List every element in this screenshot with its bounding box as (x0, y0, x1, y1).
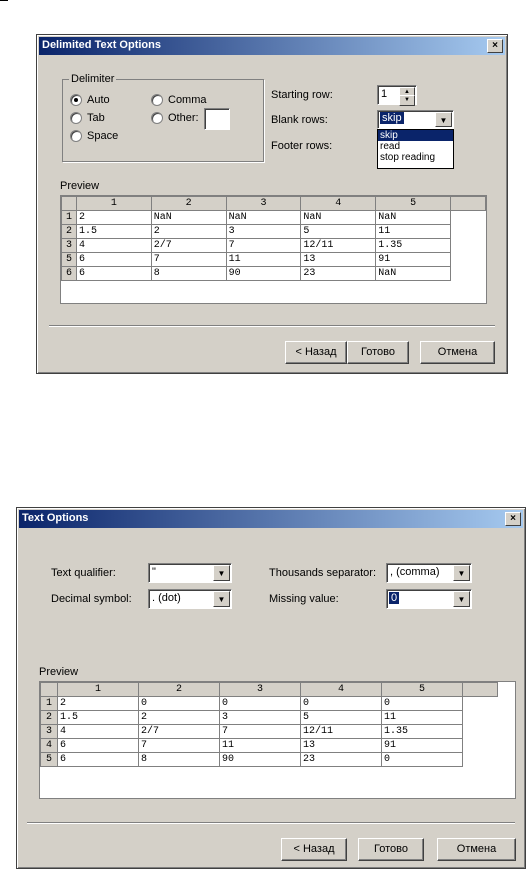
table-row (41, 739, 498, 753)
radio-comma[interactable] (151, 94, 207, 106)
table-cell: 91 (376, 253, 451, 267)
table-cell: 90 (220, 753, 301, 767)
table-cell: 5 (301, 225, 376, 239)
row-header: 6 (62, 267, 77, 281)
column-header[interactable]: 2 (151, 197, 226, 211)
table-row (41, 697, 498, 711)
radio-tab[interactable] (70, 112, 105, 124)
preview-label: Preview (39, 666, 79, 678)
finish-button[interactable]: Готово (347, 341, 409, 364)
blank-rows-dropdown (377, 129, 454, 169)
column-header[interactable]: 4 (301, 197, 376, 211)
column-header[interactable]: 1 (58, 683, 139, 697)
spin-down-button[interactable]: ▼ (399, 95, 415, 106)
table-cell: 13 (301, 253, 376, 267)
close-button[interactable]: × (487, 39, 503, 53)
table-cell: 1.35 (376, 239, 451, 253)
blank-rows-label: Blank rows: (271, 114, 328, 126)
table-row (41, 753, 498, 767)
radio-space[interactable] (70, 130, 118, 142)
blank-rows-value: skip (382, 112, 402, 124)
chevron-down-icon[interactable]: ▼ (453, 591, 470, 607)
finish-button[interactable]: Готово (358, 838, 424, 861)
table-cell: 91 (382, 739, 463, 753)
table-cell: 11 (226, 253, 301, 267)
table-cell: NaN (376, 267, 451, 281)
table-cell: 8 (139, 753, 220, 767)
back-button[interactable]: < Назад (285, 341, 347, 364)
column-header[interactable]: 5 (382, 683, 463, 697)
missing-value-value: 0 (391, 592, 398, 604)
table-cell: 0 (139, 697, 220, 711)
table-row (62, 225, 486, 239)
table-cell: 2 (139, 711, 220, 725)
table-cell: 2 (151, 225, 226, 239)
table-cell: NaN (226, 211, 301, 225)
spin-up-button[interactable]: ▲ (399, 87, 415, 98)
table-cell: 4 (76, 239, 151, 253)
radio-other-dot (151, 112, 163, 124)
text-qualifier-value: " (152, 566, 156, 578)
back-button[interactable]: < Назад (281, 838, 347, 861)
starting-row-spinner[interactable] (377, 85, 417, 105)
thousands-separator-select[interactable] (386, 563, 472, 583)
row-header: 5 (62, 253, 77, 267)
preview-table (40, 682, 498, 767)
decimal-symbol-label: Decimal symbol: (51, 593, 132, 605)
table-cell: 7 (139, 739, 220, 753)
table-cell: 1.5 (76, 225, 151, 239)
column-header[interactable]: 3 (220, 683, 301, 697)
corner-mark (0, 0, 8, 1)
preview-label: Preview (60, 180, 100, 192)
title-bar (39, 37, 505, 55)
header-row (62, 197, 486, 211)
table-row (62, 267, 486, 281)
table-cell: 4 (58, 725, 139, 739)
row-header: 2 (41, 711, 58, 725)
radio-other[interactable] (151, 112, 199, 124)
radio-other-label: Other: (168, 112, 199, 124)
column-header[interactable]: 3 (226, 197, 301, 211)
table-cell: NaN (376, 211, 451, 225)
separator (49, 325, 495, 327)
chevron-down-icon[interactable]: ▼ (213, 565, 230, 581)
dropdown-option-skip[interactable]: skip (378, 130, 453, 141)
column-header[interactable]: 5 (376, 197, 451, 211)
chevron-down-icon[interactable]: ▼ (435, 112, 452, 127)
table-row (62, 239, 486, 253)
table-cell: 12/11 (301, 239, 376, 253)
table-cell: 7 (151, 253, 226, 267)
starting-row-label: Starting row: (271, 89, 333, 101)
table-cell: 3 (220, 711, 301, 725)
row-header: 3 (62, 239, 77, 253)
table-cell: 0 (220, 697, 301, 711)
grid-corner (41, 683, 58, 697)
table-cell: 1.5 (58, 711, 139, 725)
row-header: 5 (41, 753, 58, 767)
preview-table (61, 196, 486, 281)
radio-auto-dot (70, 94, 82, 106)
text-qualifier-select[interactable] (148, 563, 232, 583)
row-header: 3 (41, 725, 58, 739)
preview-grid[interactable] (39, 681, 516, 799)
close-button[interactable]: × (505, 512, 521, 526)
table-cell: 23 (301, 753, 382, 767)
row-header: 1 (62, 211, 77, 225)
column-header-empty (463, 683, 498, 697)
blank-rows-select[interactable] (377, 110, 454, 129)
table-cell: 23 (301, 267, 376, 281)
footer-rows-label: Footer rows: (271, 140, 333, 152)
text-options-dialog (16, 507, 526, 869)
cancel-button[interactable]: Отмена (437, 838, 516, 861)
radio-tab-dot (70, 112, 82, 124)
table-cell: 11 (376, 225, 451, 239)
column-header[interactable]: 1 (76, 197, 151, 211)
dropdown-option-read[interactable]: read (380, 141, 401, 152)
table-cell: 2 (76, 211, 151, 225)
missing-value-select[interactable] (386, 589, 472, 609)
table-cell: 8 (151, 267, 226, 281)
table-cell: 6 (58, 753, 139, 767)
table-cell: 12/11 (301, 725, 382, 739)
delimited-text-options-dialog (36, 34, 508, 374)
table-cell: 2/7 (151, 239, 226, 253)
decimal-symbol-select[interactable] (148, 589, 232, 609)
radio-tab-label: Tab (87, 112, 105, 124)
table-cell: 7 (226, 239, 301, 253)
thousands-separator-label: Thousands separator: (269, 567, 377, 579)
preview-grid[interactable] (60, 195, 487, 304)
separator (27, 822, 515, 824)
dropdown-option-stop-reading[interactable]: stop reading (380, 152, 436, 163)
dialog-title: Text Options (22, 512, 89, 524)
row-header: 1 (41, 697, 58, 711)
table-cell: 6 (76, 253, 151, 267)
other-delimiter-input[interactable] (204, 108, 230, 130)
table-row (41, 725, 498, 739)
missing-value-label: Missing value: (269, 593, 339, 605)
table-row (62, 211, 486, 225)
grid-corner (62, 197, 77, 211)
table-cell: 2 (58, 697, 139, 711)
radio-auto-label: Auto (87, 94, 110, 106)
radio-comma-label: Comma (168, 94, 207, 106)
cancel-button[interactable]: Отмена (420, 341, 495, 364)
radio-space-label: Space (87, 130, 119, 142)
table-cell: 0 (301, 697, 382, 711)
dialog-title: Delimited Text Options (42, 39, 161, 51)
table-cell: NaN (301, 211, 376, 225)
table-cell: NaN (151, 211, 226, 225)
table-cell: 3 (226, 225, 301, 239)
radio-comma-dot (151, 94, 163, 106)
chevron-down-icon[interactable]: ▼ (453, 565, 470, 581)
row-header: 4 (41, 739, 58, 753)
starting-row-value: 1 (381, 88, 388, 100)
text-qualifier-label: Text qualifier: (51, 567, 116, 579)
delimiter-group (62, 73, 264, 162)
radio-auto[interactable] (70, 94, 110, 106)
table-cell: 11 (220, 739, 301, 753)
table-row (41, 711, 498, 725)
chevron-down-icon[interactable]: ▼ (213, 591, 230, 607)
table-cell: 0 (382, 753, 463, 767)
delimiter-legend: Delimiter (71, 73, 115, 85)
table-cell: 2/7 (139, 725, 220, 739)
radio-space-dot (70, 130, 82, 142)
table-cell: 6 (76, 267, 151, 281)
table-cell: 6 (58, 739, 139, 753)
table-cell: 0 (382, 697, 463, 711)
column-header[interactable]: 4 (301, 683, 382, 697)
table-row (62, 253, 486, 267)
table-cell: 11 (382, 711, 463, 725)
decimal-symbol-value: . (dot) (152, 592, 181, 604)
row-header: 2 (62, 225, 77, 239)
table-cell: 5 (301, 711, 382, 725)
thousands-separator-value: , (comma) (390, 566, 440, 578)
table-cell: 90 (226, 267, 301, 281)
column-header-empty (451, 197, 486, 211)
header-row (41, 683, 498, 697)
table-cell: 7 (220, 725, 301, 739)
title-bar (19, 510, 523, 528)
column-header[interactable]: 2 (139, 683, 220, 697)
table-cell: 13 (301, 739, 382, 753)
table-cell: 1.35 (382, 725, 463, 739)
